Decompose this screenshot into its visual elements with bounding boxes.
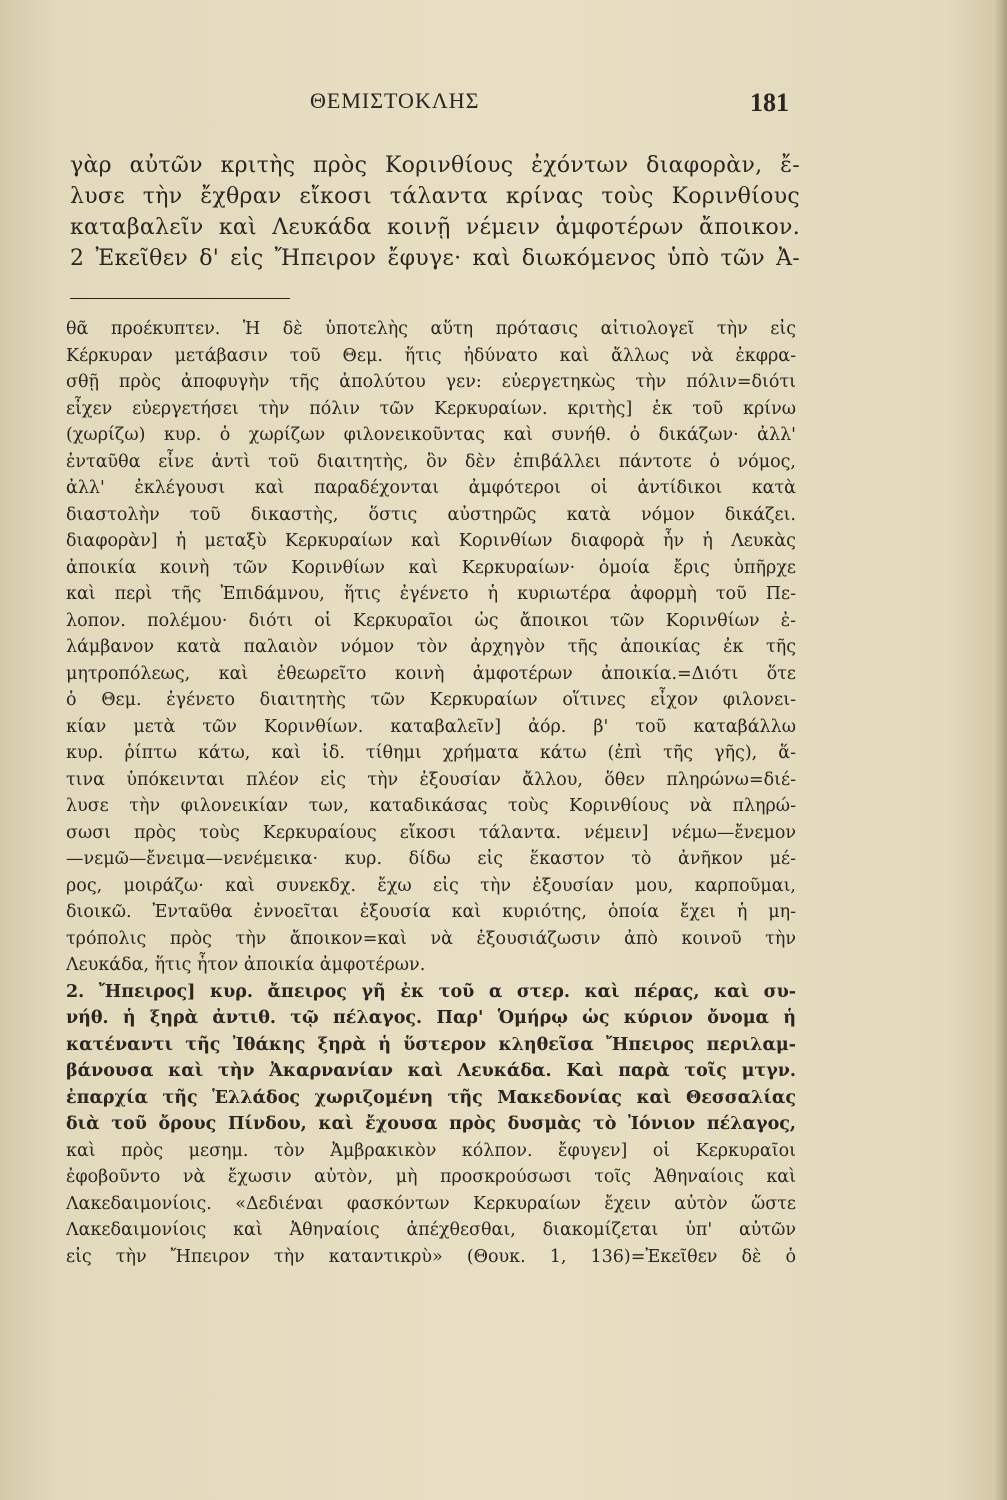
running-title: ΘΕΜΙΣΤΟΚΛΗΣ xyxy=(310,88,480,113)
note-line: κυρ. ῥίπτω κάτω, καὶ ἰδ. τίθημι χρήματα κάτω (ἐπὶ τῆς γῆς), ἅ- xyxy=(66,743,796,763)
note-line: διαστολὴν τοῦ δικαστὴς, ὅστις αὐστηρῶς κατὰ νόμον δικάζει. xyxy=(66,504,796,525)
main-text-line: 2 Ἐκεῖθεν δ' εἰς Ἤπειρον ἔφυγε· καὶ διωκόμενος ὑπὸ τῶν Ἀ- xyxy=(70,246,800,271)
note-line: νήθ. ἡ ξηρὰ ἀντιθ. τῷ πέλαγος. Παρ' Ὁμήρῳ ὡς κύριον ὄνομα ἡ xyxy=(66,1008,796,1028)
note-line: εἰς τὴν Ἤπειρον τὴν καταντικρὺ» (Θουκ. 1, 136)=Ἐκεῖθεν δὲ ὁ xyxy=(66,1246,796,1267)
note-line: μητροπόλεως, καὶ ἐθεωρεῖτο κοινὴ ἀμφοτέρων ἀποικία.=Διότι ὅτε xyxy=(66,663,796,684)
note-line: κατέναντι τῆς Ἰθάκης ξηρὰ ἡ ὕστερον κληθεῖσα Ἤπειρος περιλαμ- xyxy=(66,1034,796,1055)
note-line: ἀλλ' ἐκλέγουσι καὶ παραδέχονται ἀμφότεροι οἱ ἀντίδικοι κατὰ xyxy=(66,478,796,498)
note-line: διὰ τοῦ ὄρους Πίνδου, καὶ ἔχουσα πρὸς δυσμὰς τὸ Ἰόνιον πέλαγος, xyxy=(66,1114,796,1134)
main-text-line: καταβαλεῖν καὶ Λευκάδα κοινῇ νέμειν ἀμφοτέρων ἄποικον. xyxy=(70,215,800,240)
note-line: ὁ Θεμ. ἐγένετο διαιτητὴς τῶν Κερκυραίων οἵτινες εἶχον φιλονει- xyxy=(66,690,796,710)
commentary-notes xyxy=(66,316,796,1270)
note-line: διαφορὰν] ἡ μεταξὺ Κερκυραίων καὶ Κορινθίων διαφορὰ ἦν ἡ Λευκὰς xyxy=(66,531,796,551)
note-line: κίαν μετὰ τῶν Κορινθίων. καταβαλεῖν] ἀόρ. β' τοῦ καταβάλλω xyxy=(66,716,796,737)
page-number: 181 xyxy=(750,88,789,117)
note-line: ρος, μοιράζω· καὶ συνεκδχ. ἔχω εἰς τὴν ἐξουσίαν μου, καρποῦμαι, xyxy=(66,875,796,896)
main-text xyxy=(70,150,800,274)
footnote-separator xyxy=(70,298,290,299)
main-text-line: λυσε τὴν ἔχθραν εἴκοσι τάλαντα κρίνας τοὺς Κορινθίους xyxy=(70,184,800,209)
note-line: Κέρκυραν μετάβασιν τοῦ Θεμ. ἥτις ἠδύνατο καὶ ἄλλως νὰ ἐκφρα- xyxy=(66,345,796,366)
note-line: τρόπολις πρὸς τὴν ἄποικον=καὶ νὰ ἐξουσιάζωσιν ἀπὸ κοινοῦ τὴν xyxy=(66,928,796,949)
note-line: λυσε τὴν φιλονεικίαν των, καταδικάσας τοὺς Κορινθίους νὰ πληρώ- xyxy=(66,796,796,816)
note-line: ἐπαρχία τῆς Ἑλλάδος χωριζομένη τῆς Μακεδονίας καὶ Θεσσαλίας xyxy=(66,1087,796,1108)
note-line: λοπον. πολέμου· διότι οἱ Κερκυραῖοι ὡς ἄποικοι τῶν Κορινθίων ἐ- xyxy=(66,610,796,631)
note-line: ἐφοβοῦντο νὰ ἔχωσιν αὐτὸν, μὴ προσκρούσωσι τοῖς Ἀθηναίοις καὶ xyxy=(66,1167,796,1187)
note-line: θᾶ προέκυπτεν. Ἡ δὲ ὑποτελὴς αὕτη πρότασις αἰτιολογεῖ τὴν εἰς xyxy=(66,319,796,339)
note-line: διοικῶ. Ἐνταῦθα ἐννοεῖται ἐξουσία καὶ κυριότης, ὁποία ἔχει ἡ μη- xyxy=(66,902,796,922)
note-line: λάμβανον κατὰ παλαιὸν νόμον τὸν ἀρχηγὸν τῆς ἀποικίας ἐκ τῆς xyxy=(66,637,796,657)
note-line: ἀποικία κοινὴ τῶν Κορινθίων καὶ Κερκυραίων· ὁμοία ἔρις ὑπῆρχε xyxy=(66,557,796,578)
note-line: (χωρίζω) κυρ. ὁ χωρίζων φιλονεικοῦντας καὶ συνήθ. ὁ δικάζων· ἀλλ' xyxy=(66,425,796,445)
note-line: καὶ περὶ τῆς Ἐπιδάμνου, ἥτις ἐγένετο ἡ κυριωτέρα ἀφορμὴ τοῦ Πε- xyxy=(66,584,796,604)
note-line: σθῇ πρὸς ἀποφυγὴν τῆς ἀπολύτου γεν: εὐεργετηκὼς τὴν πόλιν=διότι xyxy=(66,372,796,392)
note-line: καὶ πρὸς μεσημ. τὸν Ἀμβρακικὸν κόλπον. ἔφυγεν] οἱ Κερκυραῖοι xyxy=(66,1140,796,1161)
note-line: ἐνταῦθα εἶνε ἀντὶ τοῦ διαιτητὴς, ὃν δὲν ἐπιβάλλει πάντοτε ὁ νόμος, xyxy=(66,451,796,472)
note-line: Λευκάδα, ἥτις ἦτον ἀποικία ἀμφοτέρων. xyxy=(66,955,426,975)
page-header xyxy=(100,88,800,118)
main-text-line: γὰρ αὐτῶν κριτὴς πρὸς Κορινθίους ἐχόντων διαφορὰν, ἔ- xyxy=(70,153,800,178)
note-line: εἶχεν εὐεργετήσει τὴν πόλιν τῶν Κερκυραίων. κριτὴς] ἐκ τοῦ κρίνω xyxy=(66,398,796,419)
note-line: τινα ὑπόκεινται πλέον εἰς τὴν ἐξουσίαν ἄλλου, ὅθεν πληρώνω=διέ- xyxy=(66,769,796,790)
page-edge xyxy=(993,0,1007,1500)
note-line: βάνουσα καὶ τὴν Ἀκαρνανίαν καὶ Λευκάδα. Καὶ παρὰ τοῖς μτγν. xyxy=(66,1061,796,1081)
note-line: 2. Ἤπειρος] κυρ. ἄπειρος γῆ ἐκ τοῦ α στερ. καὶ πέρας, καὶ συ- xyxy=(66,981,796,1002)
note-line: Λακεδαιμονίοις. «Δεδιέναι φασκόντων Κερκυραίων ἔχειν αὐτὸν ὥστε xyxy=(66,1193,796,1214)
note-line: —νεμῶ—ἔνειμα—νενέμεικα· κυρ. δίδω εἰς ἕκαστον τὸ ἀνῆκον μέ- xyxy=(66,849,796,869)
note-line: Λακεδαιμονίοις καὶ Ἀθηναίοις ἀπέχθεσθαι, διακομίζεται ὑπ' αὐτῶν xyxy=(66,1220,796,1240)
note-line: σωσι πρὸς τοὺς Κερκυραίους εἴκοσι τάλαντα. νέμειν] νέμω—ἔνεμον xyxy=(66,822,796,843)
